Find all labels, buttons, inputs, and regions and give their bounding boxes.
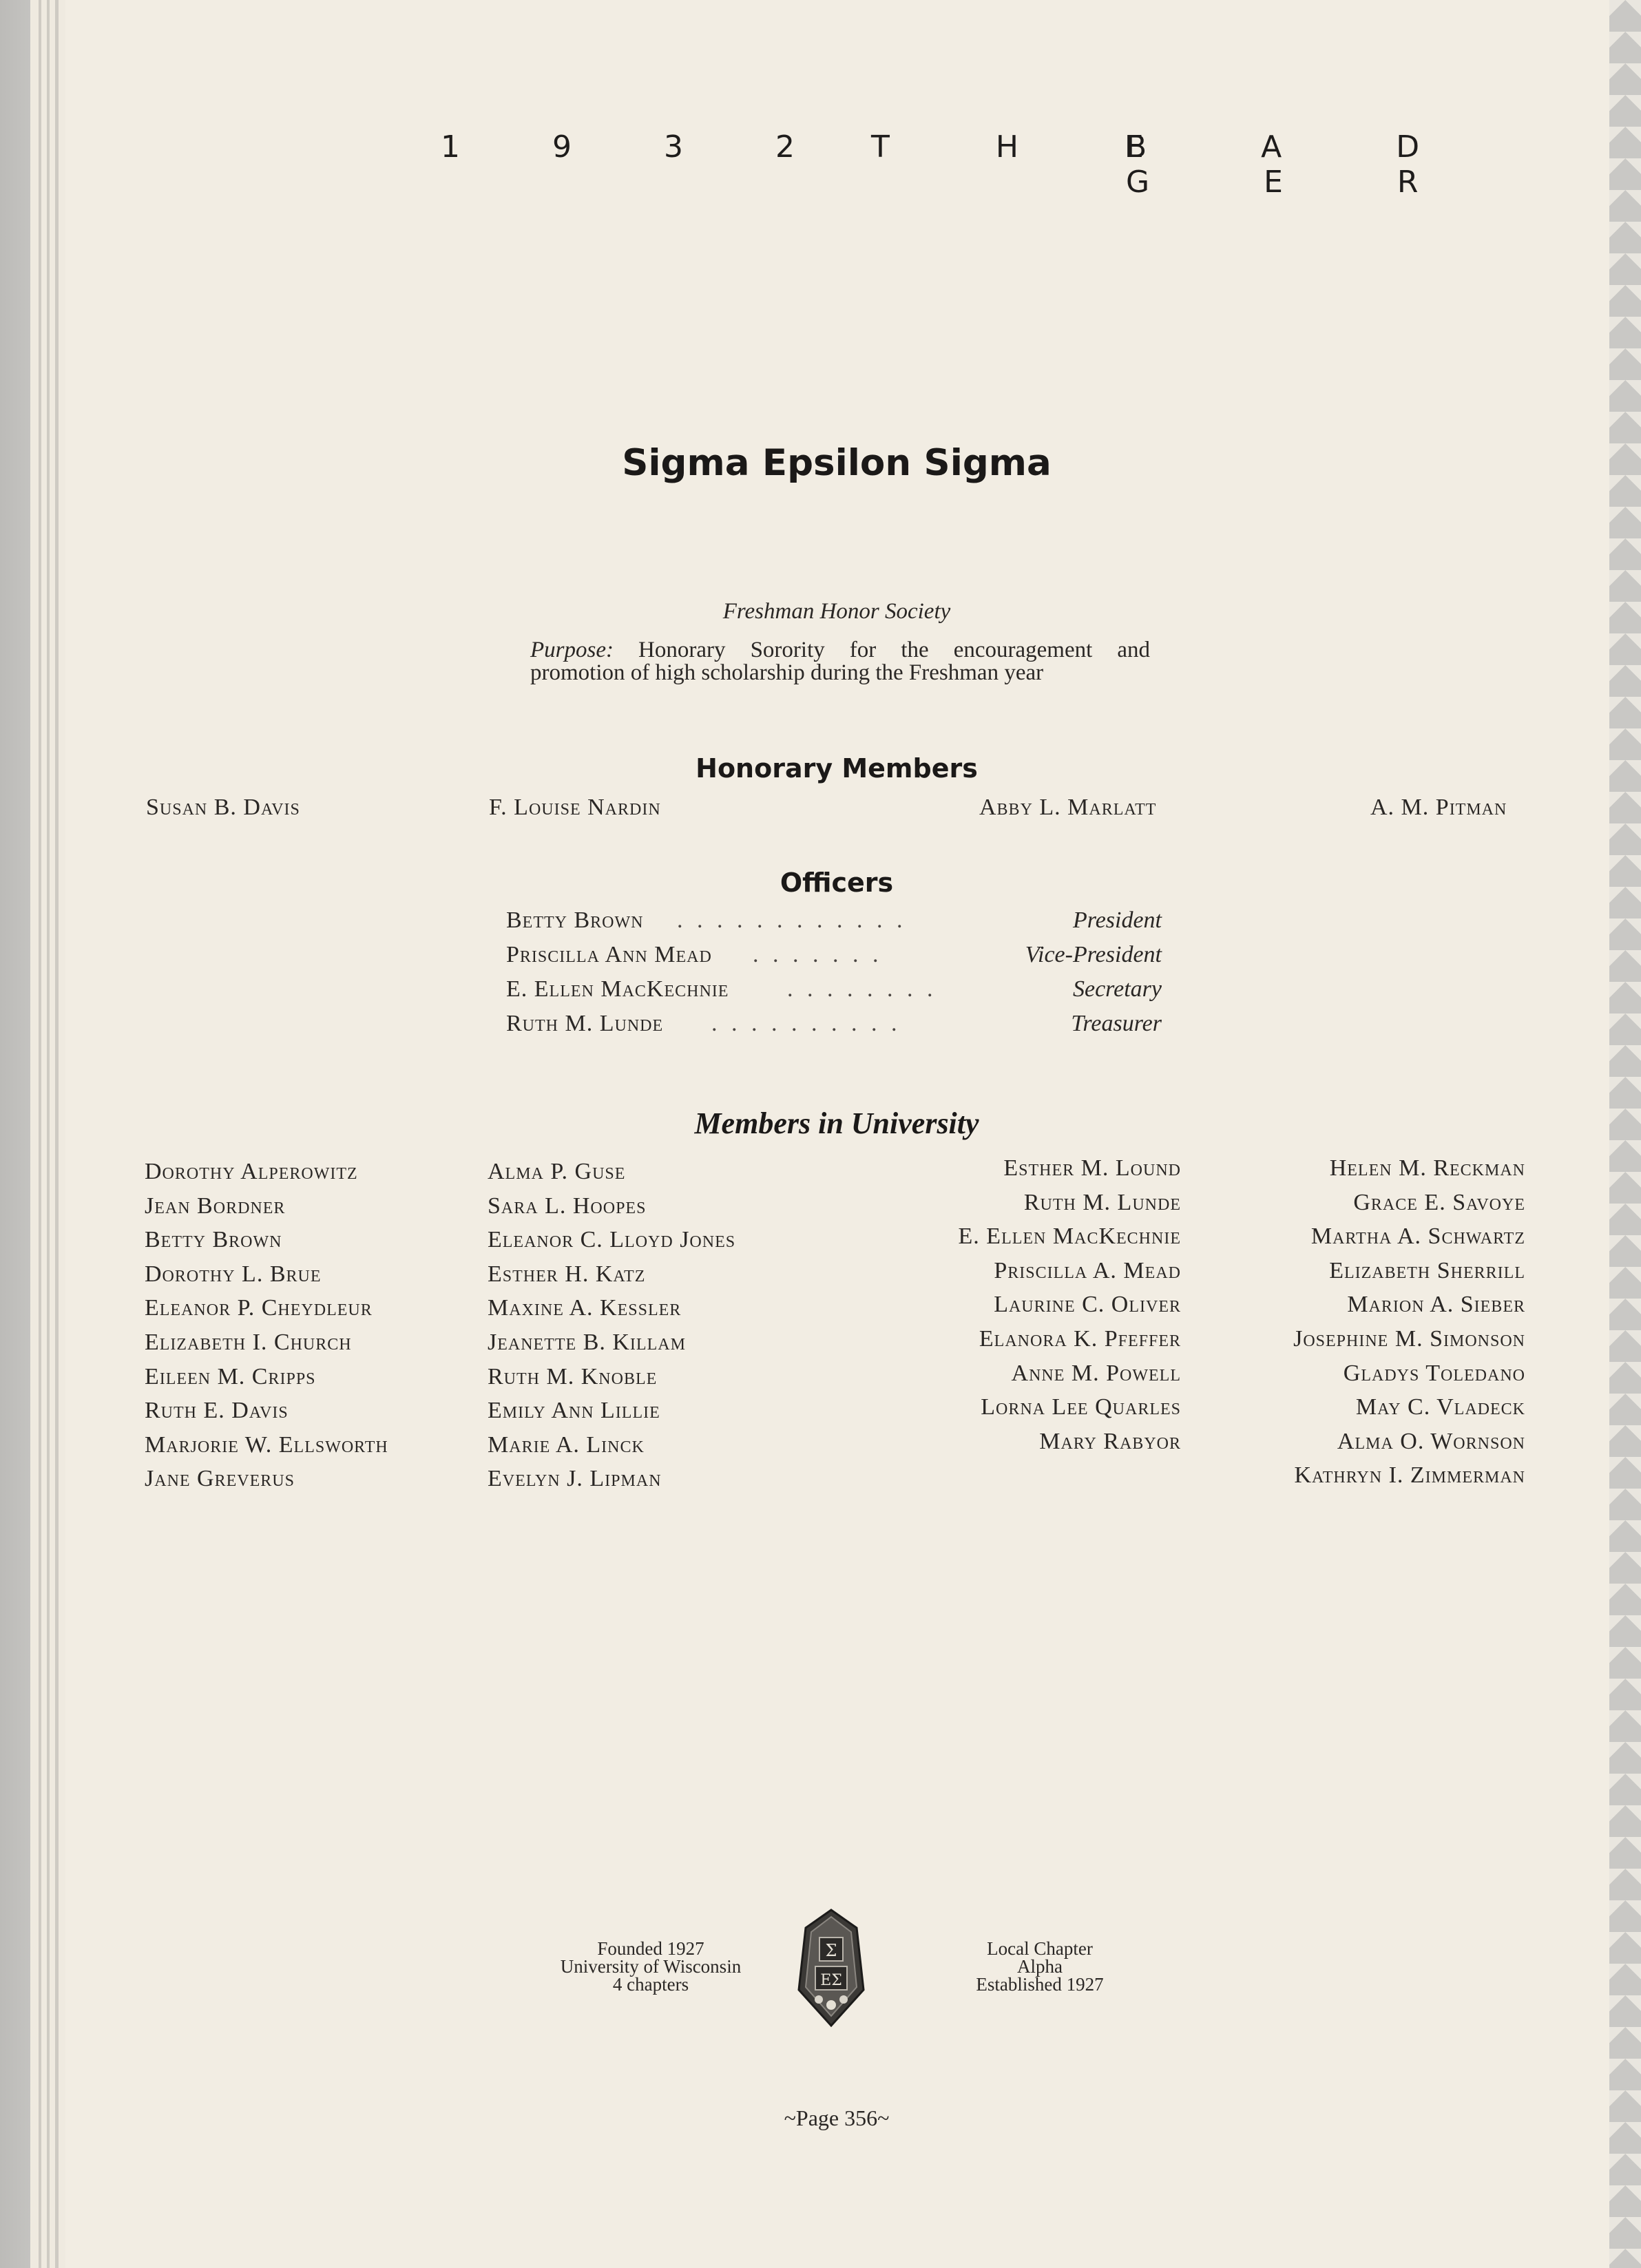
- chapter-line: Local Chapter: [987, 1938, 1093, 1959]
- founding-line: 4 chapters: [612, 1974, 689, 1995]
- member-name: Jeanette B. Killam: [488, 1329, 686, 1355]
- members-column-3: [854, 1151, 1181, 1458]
- pin-letter-bottom: ΕΣ: [820, 1972, 842, 1989]
- members-column-2: [488, 1155, 735, 1496]
- honorary-heading: Honorary Members: [696, 753, 978, 784]
- chapter-line: Alpha: [1017, 1956, 1063, 1977]
- member-name: Martha A. Schwartz: [1310, 1224, 1525, 1250]
- page-number: ~Page 356~: [784, 2106, 890, 2130]
- member-name: E. Ellen MacKechnie: [958, 1224, 1181, 1250]
- honorary-member: Abby L. Marlatt: [979, 795, 1157, 820]
- founding-line: Founded 1927: [597, 1938, 704, 1959]
- officer-name: Priscilla Ann Mead: [506, 942, 712, 967]
- member-name: Alma O. Wornson: [1337, 1428, 1525, 1454]
- member-name: Priscilla A. Mead: [994, 1257, 1181, 1283]
- member-name: Sara L. Hoopes: [488, 1193, 647, 1219]
- running-header: [441, 129, 1529, 200]
- members-column-1: [145, 1155, 388, 1496]
- pin-letter-top: Σ: [825, 1941, 837, 1960]
- members-column-4: [1212, 1151, 1525, 1493]
- member-name: Josephine M. Simonson: [1293, 1325, 1525, 1352]
- member-name: Lorna Lee Quarles: [981, 1394, 1181, 1420]
- officer-role: Vice-President: [1025, 942, 1162, 967]
- member-name: Helen M. Reckman: [1329, 1155, 1525, 1181]
- header-title-the: T H E: [871, 129, 1192, 165]
- leader-dots: . . . . . . . . . . . .: [677, 907, 907, 933]
- member-name: Anne M. Powell: [1011, 1360, 1181, 1386]
- subtitle: Freshman Honor Society: [722, 599, 951, 624]
- chapter-line: Established 1927: [976, 1974, 1104, 1995]
- officer-name: Ruth M. Lunde: [506, 1011, 664, 1036]
- member-name: Marie A. Linck: [488, 1431, 645, 1458]
- member-name: May C. Vladeck: [1355, 1394, 1525, 1420]
- member-name: Eleanor C. Lloyd Jones: [488, 1227, 736, 1253]
- member-name: Marjorie W. Ellsworth: [145, 1431, 388, 1458]
- page-title: Sigma Epsilon Sigma: [622, 442, 1052, 484]
- member-name: Mary Rabyor: [1039, 1428, 1181, 1454]
- officer-row: [506, 1011, 1162, 1041]
- founding-line: University of Wisconsin: [560, 1956, 742, 1977]
- member-name: Grace E. Savoye: [1353, 1189, 1525, 1215]
- officer-name: E. Ellen MacKechnie: [506, 976, 729, 1002]
- officer-role: Treasurer: [1071, 1011, 1162, 1036]
- member-name: Maxine A. Kessler: [488, 1295, 682, 1321]
- header-year: 1 9 3 2: [441, 129, 836, 165]
- member-name: Esther H. Katz: [488, 1261, 646, 1287]
- officer-row: [506, 942, 1162, 972]
- member-name: Dorothy L. Brue: [145, 1261, 322, 1287]
- member-name: Kathryn I. Zimmerman: [1294, 1462, 1525, 1489]
- officer-role: President: [1072, 907, 1162, 933]
- member-name: Laurine C. Oliver: [994, 1292, 1181, 1318]
- header-title-badger: B A D G E R: [1126, 129, 1472, 200]
- honorary-member: Susan B. Davis: [146, 795, 300, 820]
- honorary-member: A. M. Pitman: [1370, 795, 1507, 820]
- member-name: Emily Ann Lillie: [488, 1398, 660, 1424]
- member-name: Ruth M. Lunde: [1023, 1189, 1181, 1215]
- purpose-line-2: promotion of high scholarship during the Freshman year: [530, 660, 1044, 685]
- purpose-statement: [530, 639, 1150, 684]
- member-name: Dorothy Alperowitz: [145, 1159, 358, 1184]
- member-name: Gladys Toledano: [1343, 1360, 1525, 1386]
- member-name: Alma P. Guse: [488, 1159, 626, 1184]
- member-name: Ruth E. Davis: [145, 1398, 289, 1424]
- founding-info: [523, 1940, 778, 1993]
- officer-row: [506, 907, 1162, 938]
- officer-role: Secretary: [1072, 976, 1162, 1002]
- member-name: Jean Bordner: [145, 1193, 286, 1219]
- leader-dots: . . . . . . . . . .: [711, 1011, 901, 1036]
- officer-row: [506, 976, 1162, 1007]
- sorority-pin-emblem: [796, 1907, 866, 2028]
- chapter-info: [943, 1940, 1136, 1993]
- member-name: Ruth M. Knoble: [488, 1363, 658, 1389]
- purpose-label: Purpose:: [530, 638, 614, 662]
- member-name: Betty Brown: [145, 1227, 282, 1253]
- member-name: Elizabeth Sherrill: [1329, 1257, 1525, 1283]
- member-name: Eileen M. Cripps: [145, 1363, 316, 1389]
- officers-heading: Officers: [780, 868, 894, 898]
- member-name: Elanora K. Pfeffer: [979, 1325, 1181, 1352]
- purpose-text-1: Honorary Sorority for the encouragement and: [638, 638, 1150, 662]
- officer-name: Betty Brown: [506, 907, 644, 933]
- member-name: Marion A. Sieber: [1347, 1292, 1525, 1318]
- member-name: Eleanor P. Cheydleur: [145, 1295, 373, 1321]
- member-name: Jane Greverus: [145, 1466, 295, 1492]
- leader-dots: . . . . . . .: [753, 942, 883, 967]
- purpose-line-1: [530, 639, 1150, 662]
- members-heading: Members in University: [694, 1106, 979, 1140]
- leader-dots: . . . . . . . .: [787, 976, 937, 1002]
- member-name: Elizabeth I. Church: [145, 1329, 352, 1355]
- member-name: Esther M. Lound: [1003, 1155, 1181, 1181]
- member-name: Evelyn J. Lipman: [488, 1466, 662, 1492]
- honorary-member: F. Louise Nardin: [489, 795, 661, 820]
